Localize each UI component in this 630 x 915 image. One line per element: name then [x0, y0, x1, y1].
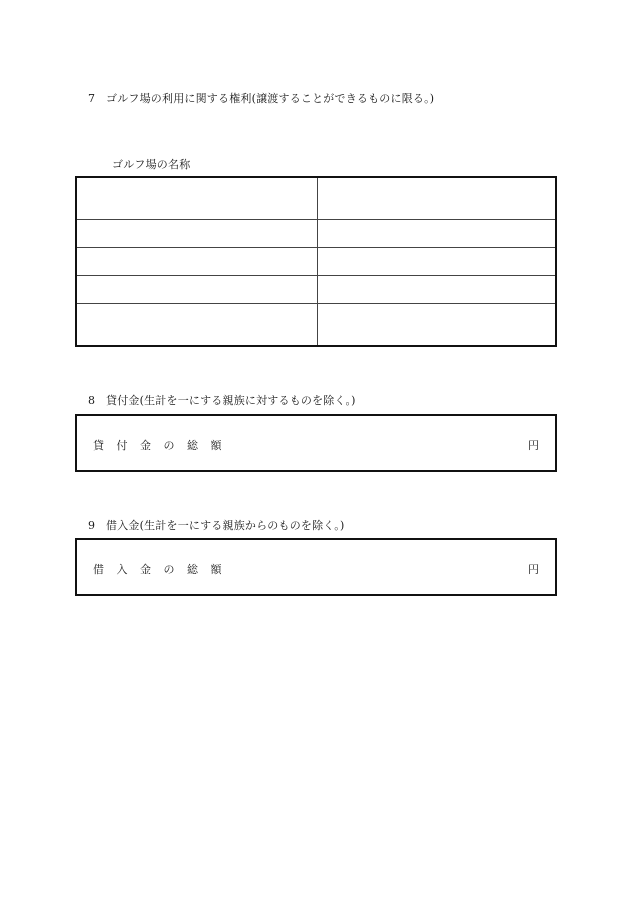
- golf-course-table: [75, 176, 557, 347]
- section-7-number: 7: [88, 92, 96, 105]
- table-cell: [76, 304, 318, 346]
- table-cell: [318, 247, 557, 275]
- section-9-heading: [88, 517, 344, 533]
- loan-total-unit: 円: [528, 439, 539, 452]
- borrowing-total-unit: 円: [528, 563, 539, 576]
- golf-course-name-caption: ゴルフ場の名称: [112, 158, 191, 171]
- section-8-number: 8: [88, 394, 96, 407]
- loan-total-label: 貸付金の総額: [93, 439, 234, 452]
- table-cell: [76, 219, 318, 247]
- table-cell: [318, 304, 557, 346]
- table-cell: [318, 276, 557, 304]
- table-cell: [318, 219, 557, 247]
- section-7-title: ゴルフ場の利用に関する権利(譲渡することができるものに限る。): [106, 92, 435, 105]
- loan-total-box: [75, 414, 557, 472]
- borrowing-total-label: 借入金の総額: [93, 563, 234, 576]
- section-9-title: 借入金(生計を一にする親族からのものを除く。): [106, 519, 345, 532]
- table-row: [76, 304, 556, 346]
- table-row: [76, 247, 556, 275]
- table-cell: [318, 177, 557, 219]
- table-row: [76, 276, 556, 304]
- table-row: [76, 219, 556, 247]
- table-row: [76, 177, 556, 219]
- section-9-number: 9: [88, 519, 96, 532]
- table-cell: [76, 247, 318, 275]
- borrowing-total-box: [75, 538, 557, 596]
- table-cell: [76, 177, 318, 219]
- section-8-heading: [88, 392, 356, 408]
- section-7-heading: [88, 90, 434, 106]
- table-cell: [76, 276, 318, 304]
- section-8-title: 貸付金(生計を一にする親族に対するものを除く。): [106, 394, 356, 407]
